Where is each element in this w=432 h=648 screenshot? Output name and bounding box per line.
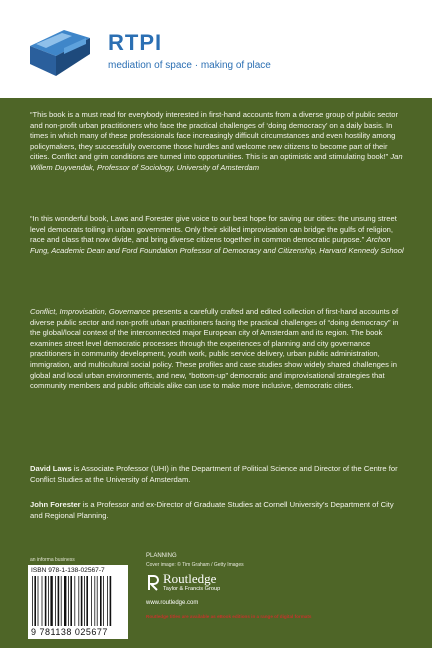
- barcode-bar: [70, 576, 72, 626]
- barcode-bar: [84, 576, 85, 626]
- barcode-bar: [58, 576, 60, 626]
- barcode-bar: [64, 576, 66, 626]
- ebook-notice: Routledge titles are available as eBook editions in a range of digital formats: [146, 614, 312, 619]
- barcode-bar: [61, 576, 62, 626]
- publisher-url[interactable]: www.routledge.com: [146, 600, 199, 606]
- barcode-bar: [38, 576, 39, 626]
- barcode-bar: [55, 576, 56, 626]
- author-bio-text: is a Professor and ex-Director of Graduate Studies at Cornell University’s Department of City and Regional Planning.: [30, 500, 394, 520]
- isbn-number: 9 781138 025677: [31, 627, 108, 637]
- barcode-bar: [34, 576, 36, 626]
- cover-image-credit: Cover image: © Tim Graham / Getty Images: [146, 562, 244, 568]
- description-text: presents a carefully crafted and edited collection of first-hand accounts of diverse public sector and non-profit urban practitioners facing the practical challenges of “doing democracy” in the global/local context of the interconnected major European city of Amsterdam and its region. The book examines street level democratic processes through the experiences of planning and city governance practitioners in community development, youth work, public service delivery, urban public administration, immigration, and multicultural social policy. These profiles and case studies show widely shared challenges in global and local urban environments, and new, “bottom-up” democratic and improvisational strategies that community members and public officials alike can use to make more inclusive, democratic cities.: [30, 307, 399, 391]
- barcode-bar: [91, 576, 92, 626]
- barcode-graphic: [31, 576, 125, 626]
- barcode-bar: [97, 576, 98, 626]
- barcode-bar: [74, 576, 75, 626]
- rtpi-cube-logo: [24, 24, 94, 82]
- barcode-bar: [68, 576, 69, 626]
- book-title: Conflict, Improvisation, Governance: [30, 307, 151, 316]
- barcode-bar: [100, 576, 102, 626]
- subject-category: PLANNING: [146, 553, 177, 559]
- barcode-bar: [45, 576, 47, 626]
- isbn-label: ISBN 978-1-138-02567-7: [31, 567, 105, 574]
- author-bio-text: is Associate Professor (UHI) in the Department of Political Science and Director of the Centre for Conflict Studies at the University of Amsterdam.: [30, 464, 398, 484]
- publisher-name: Routledge: [163, 571, 217, 586]
- author-name: David Laws: [30, 464, 72, 473]
- author-bio: [30, 500, 406, 521]
- barcode-bar: [50, 576, 52, 626]
- barcode-bar: [78, 576, 79, 626]
- publisher-group: Taylor & Francis Group: [163, 586, 221, 592]
- barcode-bar: [94, 576, 95, 626]
- imprint-label: an informa business: [30, 557, 75, 563]
- book-description: [30, 307, 406, 392]
- quote-text: “In this wonderful book, Laws and Forester give voice to our best hope for saving our cities: the unsung street level democrats toiling in urban governments. Only their skilled improvisation can bridge the gulfs of religion, race and class that now divide, and bring diverse citizens together in common democratic purpose.”: [30, 214, 397, 245]
- endorsement-quote-2: [30, 214, 406, 256]
- brand-name: RTPI: [108, 30, 163, 55]
- barcode-bar: [86, 576, 88, 626]
- quote-attribution: Archon Fung, Academic Dean and Ford Foundation Professor of Democracy and Citizenship, Harvard Kennedy School: [30, 235, 404, 255]
- barcode-bar: [107, 576, 108, 626]
- barcode-bar: [32, 576, 33, 626]
- back-cover-panel: [0, 98, 432, 648]
- quote-text: “This book is a must read for everybody interested in first-hand accounts from a diverse group of public sector and non-profit urban practitioners who face the practical challenges of ‘doing democracy’ on a daily basis. In times in which many of these professionals face increasingly difficult circumstances and even hostility among policymakers, they successfully overcome those hurdles and welcome new citizens to become part of their cities. Conflict and grim conditions are turned into opportunities. This is an optimistic and stimulating book!”: [30, 110, 399, 162]
- endorsement-quote-1: [30, 110, 406, 174]
- routledge-r-icon: [146, 574, 160, 592]
- quote-attribution: Jan Willem Duyvendak, Professor of Sociology, University of Amsterdam: [30, 152, 403, 172]
- brand-tagline: mediation of space · making of place: [108, 60, 271, 71]
- barcode-bar: [103, 576, 104, 626]
- barcode-bar: [81, 576, 83, 626]
- rtpi-header: [0, 0, 432, 98]
- barcode-bar: [42, 576, 43, 626]
- barcode-bar: [48, 576, 49, 626]
- author-name: John Forester: [30, 500, 81, 509]
- isbn-barcode-box: [28, 565, 128, 639]
- author-bio: [30, 464, 406, 485]
- barcode-bar: [110, 576, 112, 626]
